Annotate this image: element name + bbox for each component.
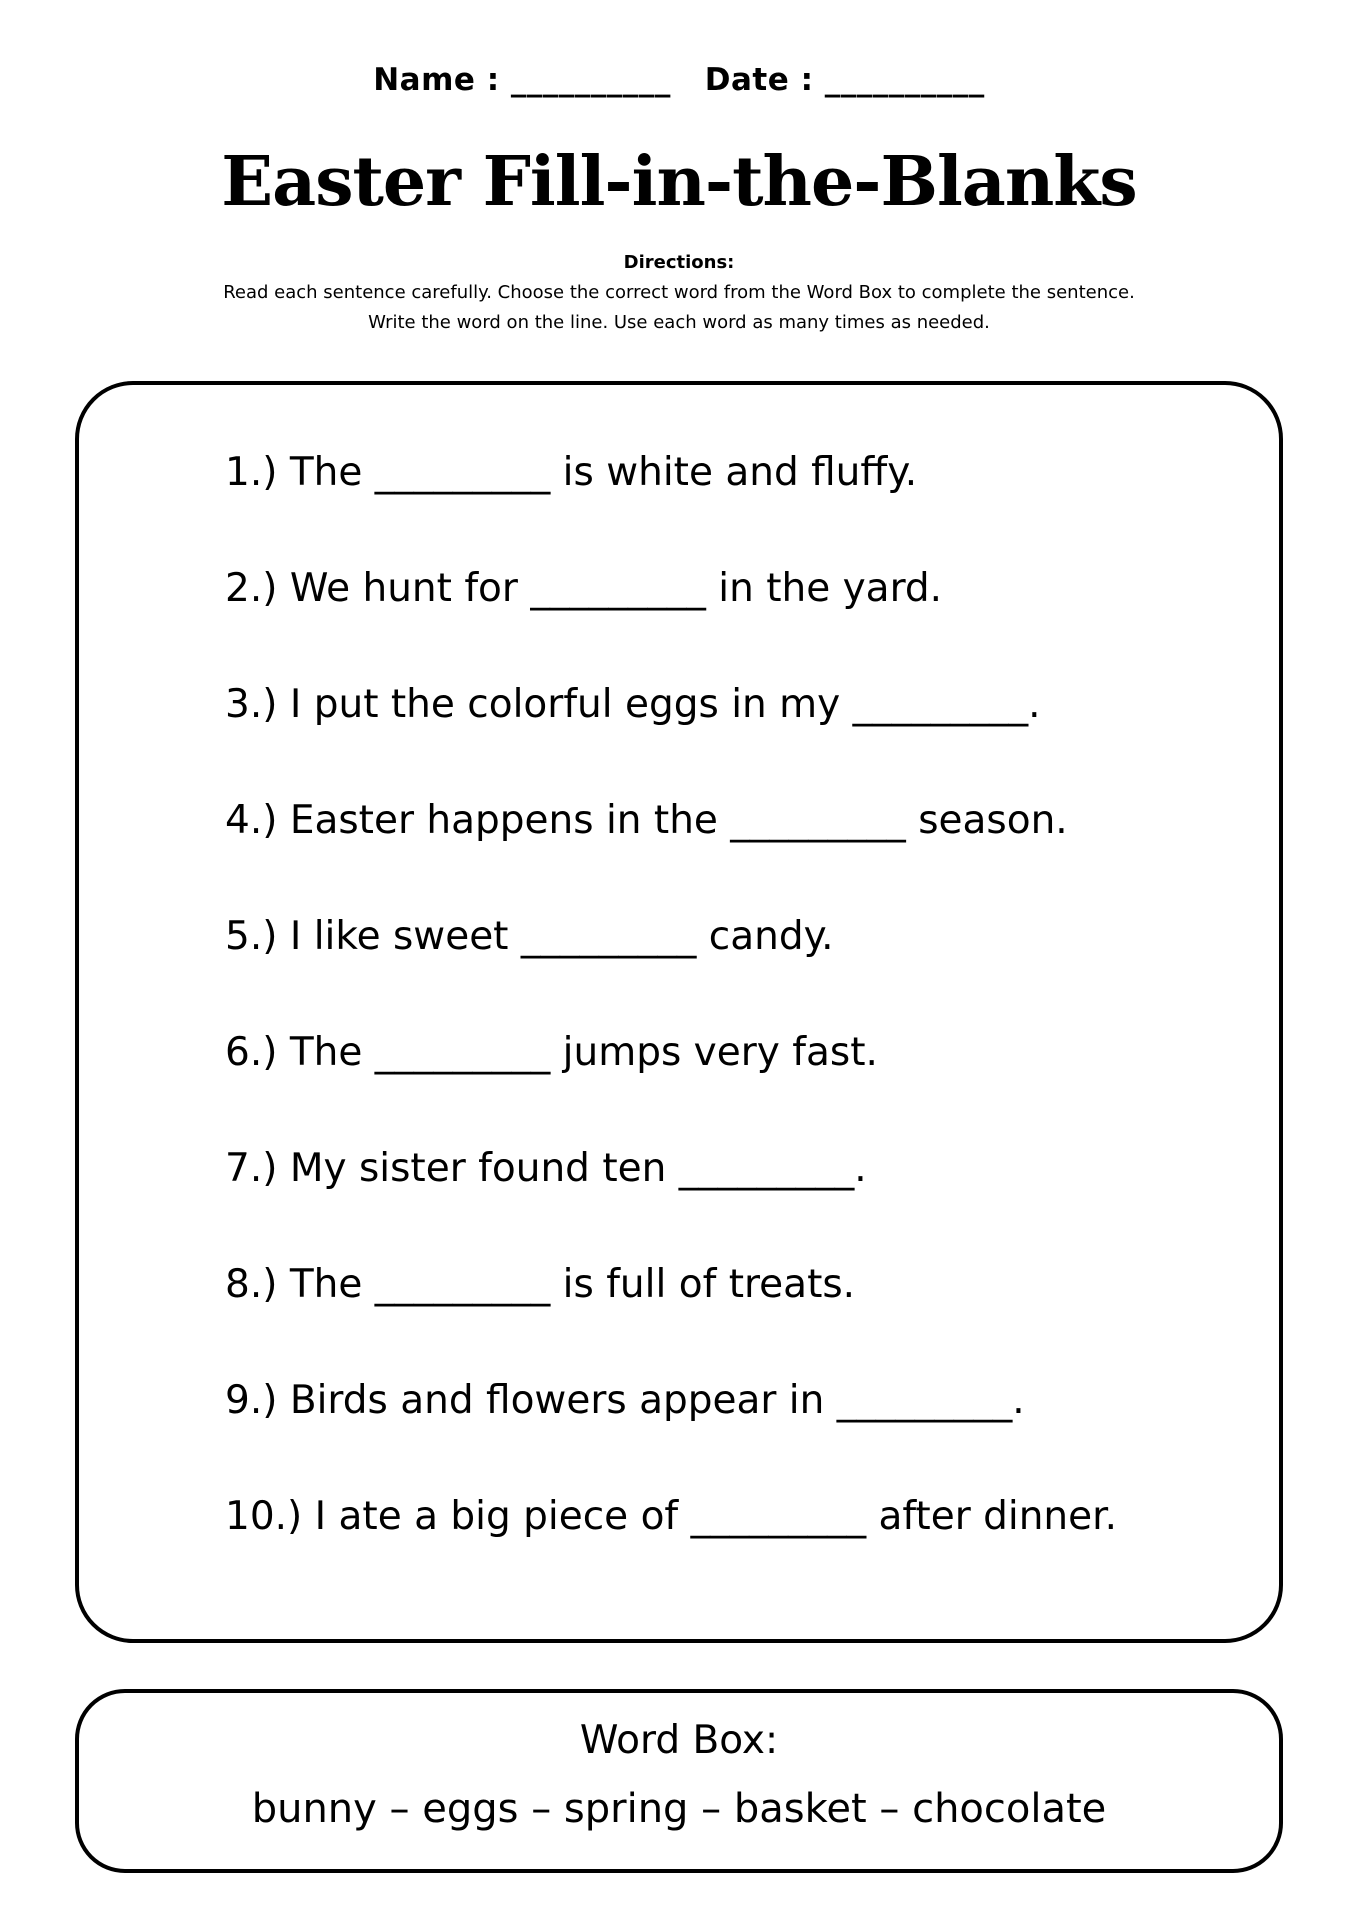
date-field-label[interactable]: Date : __________: [704, 62, 985, 98]
name-field-label[interactable]: Name : __________: [373, 62, 671, 98]
question-10[interactable]: 10.) I ate a big piece of _________ after dinner.: [225, 1494, 1117, 1539]
word-box-words: bunny – eggs – spring – basket – chocolate: [251, 1786, 1107, 1832]
question-2[interactable]: 2.) We hunt for _________ in the yard.: [225, 566, 943, 611]
question-7[interactable]: 7.) My sister found ten _________.: [225, 1146, 867, 1191]
header-name-date: [0, 62, 1358, 98]
question-5[interactable]: 5.) I like sweet _________ candy.: [225, 914, 834, 959]
directions-text-line-1: Read each sentence carefully. Choose the correct word from the Word Box to complete the sentence.: [223, 282, 1135, 303]
directions-text-line-2: Write the word on the line. Use each word as many times as needed.: [368, 312, 990, 333]
question-8[interactable]: 8.) The _________ is full of treats.: [225, 1262, 856, 1307]
word-box: [75, 1689, 1283, 1873]
question-3[interactable]: 3.) I put the colorful eggs in my _________.: [225, 682, 1041, 727]
question-4[interactable]: 4.) Easter happens in the _________ season.: [225, 798, 1068, 843]
question-9[interactable]: 9.) Birds and flowers appear in _________.: [225, 1378, 1025, 1423]
directions-heading: Directions:: [623, 252, 735, 273]
word-box-title: Word Box:: [579, 1718, 779, 1763]
page-title: Easter Fill-in-the-Blanks: [221, 142, 1137, 222]
question-1[interactable]: 1.) The _________ is white and fluffy.: [225, 450, 918, 495]
question-6[interactable]: 6.) The _________ jumps very fast.: [225, 1030, 878, 1075]
